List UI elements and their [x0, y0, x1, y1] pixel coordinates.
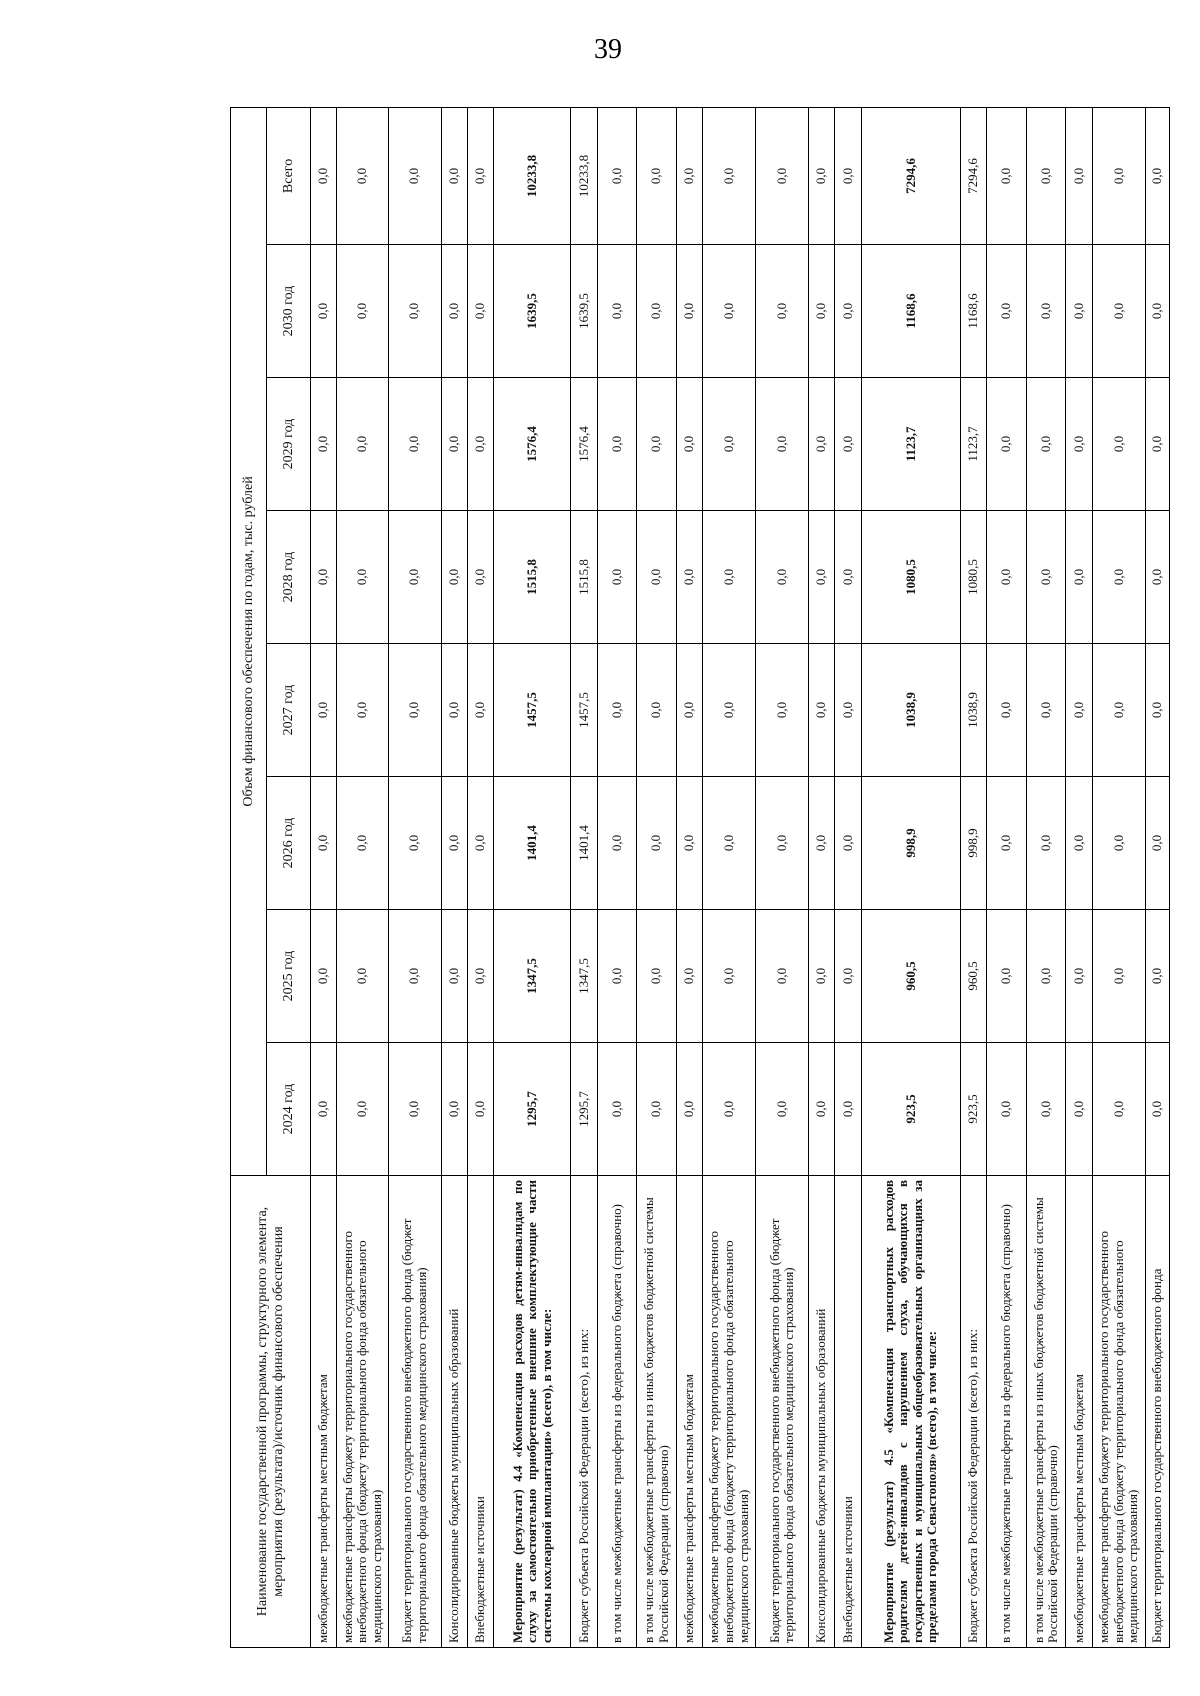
row-year-value: 0,0: [311, 245, 337, 378]
row-year-value: 0,0: [1066, 777, 1092, 910]
header-year-2029: 2029 год: [267, 378, 311, 511]
table-row: [676, 107, 702, 1647]
row-year-value: 0,0: [1092, 511, 1145, 644]
row-year-value: 1295,7: [571, 1043, 597, 1176]
header-year-2024: 2024 год: [267, 1043, 311, 1176]
row-year-value: 0,0: [1026, 777, 1066, 910]
row-year-value: 0,0: [756, 511, 809, 644]
row-year-value: 0,0: [597, 1043, 637, 1176]
header-total: Всего: [267, 107, 311, 244]
row-year-value: 1038,9: [861, 644, 960, 777]
header-year-2025: 2025 год: [267, 910, 311, 1043]
row-year-value: 0,0: [1066, 378, 1092, 511]
row-year-value: 1080,5: [861, 511, 960, 644]
row-year-value: 0,0: [637, 378, 677, 511]
row-year-value: 0,0: [597, 378, 637, 511]
row-source-name: межбюджетные трансферты местным бюджетам: [676, 1176, 702, 1648]
row-year-value: 0,0: [637, 910, 677, 1043]
row-year-value: 0,0: [311, 644, 337, 777]
table-row: [637, 107, 677, 1647]
table-row: [703, 107, 756, 1647]
row-total-value: 0,0: [1066, 107, 1092, 244]
row-year-value: 0,0: [756, 644, 809, 777]
table-row: [835, 107, 861, 1647]
row-source-name: Бюджет субъекта Российской Федерации (всего), из них:: [571, 1176, 597, 1648]
row-year-value: 0,0: [311, 777, 337, 910]
row-year-value: 998,9: [861, 777, 960, 910]
row-year-value: 0,0: [337, 378, 388, 511]
row-year-value: 0,0: [441, 777, 467, 910]
row-year-value: 0,0: [1066, 1043, 1092, 1176]
table-row: [756, 107, 809, 1647]
row-year-value: 0,0: [337, 245, 388, 378]
row-year-value: 0,0: [756, 777, 809, 910]
row-year-value: 0,0: [987, 910, 1027, 1043]
row-year-value: 0,0: [835, 777, 861, 910]
row-total-value: 0,0: [441, 107, 467, 244]
row-year-value: 0,0: [809, 910, 835, 1043]
row-year-value: 0,0: [441, 511, 467, 644]
row-year-value: 0,0: [1066, 511, 1092, 644]
table-row: [987, 107, 1027, 1647]
row-year-value: 0,0: [1066, 910, 1092, 1043]
table-row: [861, 107, 960, 1647]
row-year-value: 923,5: [861, 1043, 960, 1176]
row-year-value: 0,0: [703, 245, 756, 378]
row-year-value: 960,5: [960, 910, 986, 1043]
row-year-value: 0,0: [809, 511, 835, 644]
row-total-value: 0,0: [756, 107, 809, 244]
row-year-value: 0,0: [597, 910, 637, 1043]
row-year-value: 0,0: [1026, 910, 1066, 1043]
row-year-value: 0,0: [337, 777, 388, 910]
header-year-2028: 2028 год: [267, 511, 311, 644]
row-year-value: 1576,4: [494, 378, 571, 511]
row-year-value: 1401,4: [571, 777, 597, 910]
row-year-value: 0,0: [1092, 245, 1145, 378]
row-year-value: 923,5: [960, 1043, 986, 1176]
row-total-value: 0,0: [1026, 107, 1066, 244]
row-year-value: 0,0: [809, 378, 835, 511]
table-row: [960, 107, 986, 1647]
row-source-name: межбюджетные трансферты бюджету территориального государственного внебюджетного фонда (бюджету территориального фонда обязательного медицинского страхования): [337, 1176, 388, 1648]
row-year-value: 1168,6: [861, 245, 960, 378]
table-row: [1026, 107, 1066, 1647]
row-year-value: 0,0: [676, 777, 702, 910]
row-source-name: Консолидированные бюджеты муниципальных образований: [441, 1176, 467, 1648]
table-row: [337, 107, 388, 1647]
row-year-value: 1457,5: [494, 644, 571, 777]
row-year-value: 0,0: [337, 511, 388, 644]
row-year-value: 0,0: [1026, 1043, 1066, 1176]
row-year-value: 0,0: [311, 1043, 337, 1176]
row-year-value: 1401,4: [494, 777, 571, 910]
row-year-value: 0,0: [467, 644, 493, 777]
row-year-value: 0,0: [441, 644, 467, 777]
row-year-value: 0,0: [597, 511, 637, 644]
row-year-value: 0,0: [676, 644, 702, 777]
row-year-value: 0,0: [337, 910, 388, 1043]
row-year-value: 0,0: [1092, 1043, 1145, 1176]
row-year-value: 0,0: [756, 910, 809, 1043]
row-total-value: 7294,6: [960, 107, 986, 244]
row-year-value: 960,5: [861, 910, 960, 1043]
row-year-value: 0,0: [1145, 777, 1169, 910]
row-year-value: 0,0: [1145, 378, 1169, 511]
row-year-value: 1123,7: [861, 378, 960, 511]
row-total-value: 10233,8: [571, 107, 597, 244]
row-year-value: 0,0: [703, 777, 756, 910]
row-total-value: 0,0: [1092, 107, 1145, 244]
row-year-value: 0,0: [703, 910, 756, 1043]
row-year-value: 1080,5: [960, 511, 986, 644]
row-total-value: 0,0: [597, 107, 637, 244]
row-year-value: 0,0: [1092, 910, 1145, 1043]
table-row: [809, 107, 835, 1647]
row-source-name: в том числе межбюджетные трансферты из федерального бюджета (справочно): [987, 1176, 1027, 1648]
row-year-value: 0,0: [311, 378, 337, 511]
table-row: [1092, 107, 1145, 1647]
row-year-value: 0,0: [676, 1043, 702, 1176]
table-row: [1066, 107, 1092, 1647]
row-year-value: 0,0: [597, 777, 637, 910]
row-year-value: 1576,4: [571, 378, 597, 511]
row-year-value: 0,0: [676, 378, 702, 511]
row-year-value: 1639,5: [494, 245, 571, 378]
row-year-value: 0,0: [1026, 378, 1066, 511]
row-total-value: 7294,6: [861, 107, 960, 244]
row-year-value: 0,0: [703, 378, 756, 511]
row-year-value: 0,0: [637, 511, 677, 644]
row-year-value: 0,0: [311, 910, 337, 1043]
row-year-value: 0,0: [835, 378, 861, 511]
row-year-value: 0,0: [1026, 644, 1066, 777]
table-row: [388, 107, 441, 1647]
header-year-2026: 2026 год: [267, 777, 311, 910]
row-year-value: 0,0: [441, 1043, 467, 1176]
table-row: [571, 107, 597, 1647]
header-year-2030: 2030 год: [267, 245, 311, 378]
row-year-value: 0,0: [1066, 245, 1092, 378]
row-year-value: 0,0: [467, 1043, 493, 1176]
row-year-value: 0,0: [835, 511, 861, 644]
row-total-value: 0,0: [467, 107, 493, 244]
row-source-name: в том числе межбюджетные трансферты из иных бюджетов бюджетной системы Российской Федерации (справочно): [1026, 1176, 1066, 1648]
row-year-value: 0,0: [388, 1043, 441, 1176]
row-year-value: 0,0: [1026, 511, 1066, 644]
row-year-value: 0,0: [441, 910, 467, 1043]
row-total-value: 0,0: [311, 107, 337, 244]
table-row: [467, 107, 493, 1647]
row-year-value: 0,0: [703, 644, 756, 777]
row-source-name: Бюджет территориального государственного внебюджетного фонда (бюджет территориального фонда обязательного медицинского страхования): [388, 1176, 441, 1648]
row-source-name: Мероприятие (результат) 4.5 «Компенсация транспортных расходов родителям детей-инвалидов с нарушением слуха, обучающихся в государственных и муниципальных общеобразовательных организациях за пределами города Севастополя» (всего), в том числе:: [861, 1176, 960, 1648]
row-year-value: 0,0: [756, 378, 809, 511]
row-year-value: 0,0: [388, 511, 441, 644]
row-total-value: 0,0: [835, 107, 861, 244]
row-year-value: 0,0: [467, 777, 493, 910]
row-source-name: Внебюджетные источники: [467, 1176, 493, 1648]
row-year-value: 0,0: [676, 910, 702, 1043]
row-year-value: 0,0: [676, 245, 702, 378]
row-year-value: 0,0: [467, 378, 493, 511]
row-year-value: 0,0: [388, 245, 441, 378]
row-year-value: 0,0: [756, 245, 809, 378]
row-year-value: 1347,5: [571, 910, 597, 1043]
row-year-value: 1168,6: [960, 245, 986, 378]
row-year-value: 0,0: [1145, 1043, 1169, 1176]
row-source-name: Консолидированные бюджеты муниципальных образований: [809, 1176, 835, 1648]
row-year-value: 0,0: [987, 1043, 1027, 1176]
row-year-value: 0,0: [809, 245, 835, 378]
row-total-value: 0,0: [676, 107, 702, 244]
table-row: [441, 107, 467, 1647]
row-year-value: 0,0: [337, 644, 388, 777]
row-year-value: 0,0: [835, 245, 861, 378]
row-year-value: 0,0: [441, 245, 467, 378]
header-name-column: Наименование государственной программы, структурного элемента, мероприятия (результата)/источник финансового обеспечения: [231, 1176, 311, 1648]
row-source-name: Бюджет субъекта Российской Федерации (всего), из них:: [960, 1176, 986, 1648]
row-year-value: 0,0: [1092, 378, 1145, 511]
row-year-value: 0,0: [703, 511, 756, 644]
page-number: 39: [594, 34, 622, 65]
row-total-value: 0,0: [337, 107, 388, 244]
row-year-value: 0,0: [809, 777, 835, 910]
row-year-value: 1515,8: [494, 511, 571, 644]
row-year-value: 0,0: [1145, 644, 1169, 777]
table-body: [311, 107, 1170, 1647]
row-source-name: в том числе межбюджетные трансферты из иных бюджетов бюджетной системы Российской Федерации (справочно): [637, 1176, 677, 1648]
row-total-value: 0,0: [987, 107, 1027, 244]
table-row: [1145, 107, 1169, 1647]
row-source-name: межбюджетные трансферты бюджету территориального государственного внебюджетного фонда (бюджету территориального фонда обязательного медицинского страхования): [703, 1176, 756, 1648]
row-total-value: 0,0: [388, 107, 441, 244]
row-year-value: 0,0: [987, 511, 1027, 644]
row-year-value: 0,0: [637, 644, 677, 777]
row-year-value: 0,0: [388, 777, 441, 910]
row-year-value: 0,0: [809, 644, 835, 777]
row-year-value: 0,0: [637, 1043, 677, 1176]
row-year-value: 0,0: [835, 1043, 861, 1176]
row-year-value: 0,0: [809, 1043, 835, 1176]
row-year-value: 0,0: [1066, 644, 1092, 777]
row-year-value: 0,0: [388, 644, 441, 777]
row-year-value: 0,0: [597, 644, 637, 777]
row-year-value: 0,0: [1026, 245, 1066, 378]
row-year-value: 1639,5: [571, 245, 597, 378]
row-year-value: 0,0: [987, 245, 1027, 378]
row-year-value: 0,0: [1145, 245, 1169, 378]
row-year-value: 0,0: [1092, 777, 1145, 910]
row-year-value: 0,0: [703, 1043, 756, 1176]
row-total-value: 0,0: [1145, 107, 1169, 244]
row-year-value: 0,0: [597, 245, 637, 378]
row-year-value: 0,0: [637, 245, 677, 378]
row-year-value: 0,0: [1145, 910, 1169, 1043]
header-year-2027: 2027 год: [267, 644, 311, 777]
header-volume-column: Объем финансового обеспечения по годам, тыс. рублей: [231, 107, 267, 1175]
row-year-value: 998,9: [960, 777, 986, 910]
row-year-value: 0,0: [388, 378, 441, 511]
row-source-name: Внебюджетные источники: [835, 1176, 861, 1648]
row-total-value: 0,0: [637, 107, 677, 244]
row-year-value: 0,0: [676, 511, 702, 644]
row-year-value: 0,0: [987, 644, 1027, 777]
row-year-value: 0,0: [1145, 511, 1169, 644]
row-year-value: 1347,5: [494, 910, 571, 1043]
row-year-value: 0,0: [311, 511, 337, 644]
row-year-value: 0,0: [987, 777, 1027, 910]
row-source-name: межбюджетные трансферты местным бюджетам: [1066, 1176, 1092, 1648]
row-year-value: 1515,8: [571, 511, 597, 644]
table-row: [494, 107, 571, 1647]
row-year-value: 0,0: [467, 245, 493, 378]
row-year-value: 1123,7: [960, 378, 986, 511]
table-row: [597, 107, 637, 1647]
row-year-value: 0,0: [637, 777, 677, 910]
row-total-value: 0,0: [703, 107, 756, 244]
row-year-value: 0,0: [835, 910, 861, 1043]
row-year-value: 0,0: [835, 644, 861, 777]
row-year-value: 0,0: [1092, 644, 1145, 777]
row-source-name: межбюджетные трансферты бюджету территориального государственного внебюджетного фонда (бюджету территориального фонда обязательного медицинского страхования): [1092, 1176, 1145, 1648]
row-source-name: Бюджет территориального государственного внебюджетного фонда (бюджет территориального фонда обязательного медицинского страхования): [756, 1176, 809, 1648]
row-year-value: 0,0: [467, 511, 493, 644]
row-total-value: 10233,8: [494, 107, 571, 244]
rotated-table-container: [230, 108, 1170, 1648]
financing-table: [230, 107, 1170, 1648]
row-source-name: Бюджет территориального государственного внебюджетного фонда: [1145, 1176, 1169, 1648]
row-source-name: межбюджетные трансферты местным бюджетам: [311, 1176, 337, 1648]
row-year-value: 0,0: [756, 1043, 809, 1176]
row-year-value: 0,0: [467, 910, 493, 1043]
row-year-value: 0,0: [987, 378, 1027, 511]
table-row: [311, 107, 337, 1647]
row-source-name: в том числе межбюджетные трансферты из федерального бюджета (справочно): [597, 1176, 637, 1648]
row-source-name: Мероприятие (результат) 4.4 «Компенсация расходов детям-инвалидам по слуху за самостоятельно приобретенные внешние комплектующие части системы кохлеарной имплантации» (всего), в том числе:: [494, 1176, 571, 1648]
row-year-value: 0,0: [441, 378, 467, 511]
row-year-value: 1457,5: [571, 644, 597, 777]
row-total-value: 0,0: [809, 107, 835, 244]
row-year-value: 0,0: [388, 910, 441, 1043]
row-year-value: 0,0: [337, 1043, 388, 1176]
row-year-value: 1038,9: [960, 644, 986, 777]
row-year-value: 1295,7: [494, 1043, 571, 1176]
